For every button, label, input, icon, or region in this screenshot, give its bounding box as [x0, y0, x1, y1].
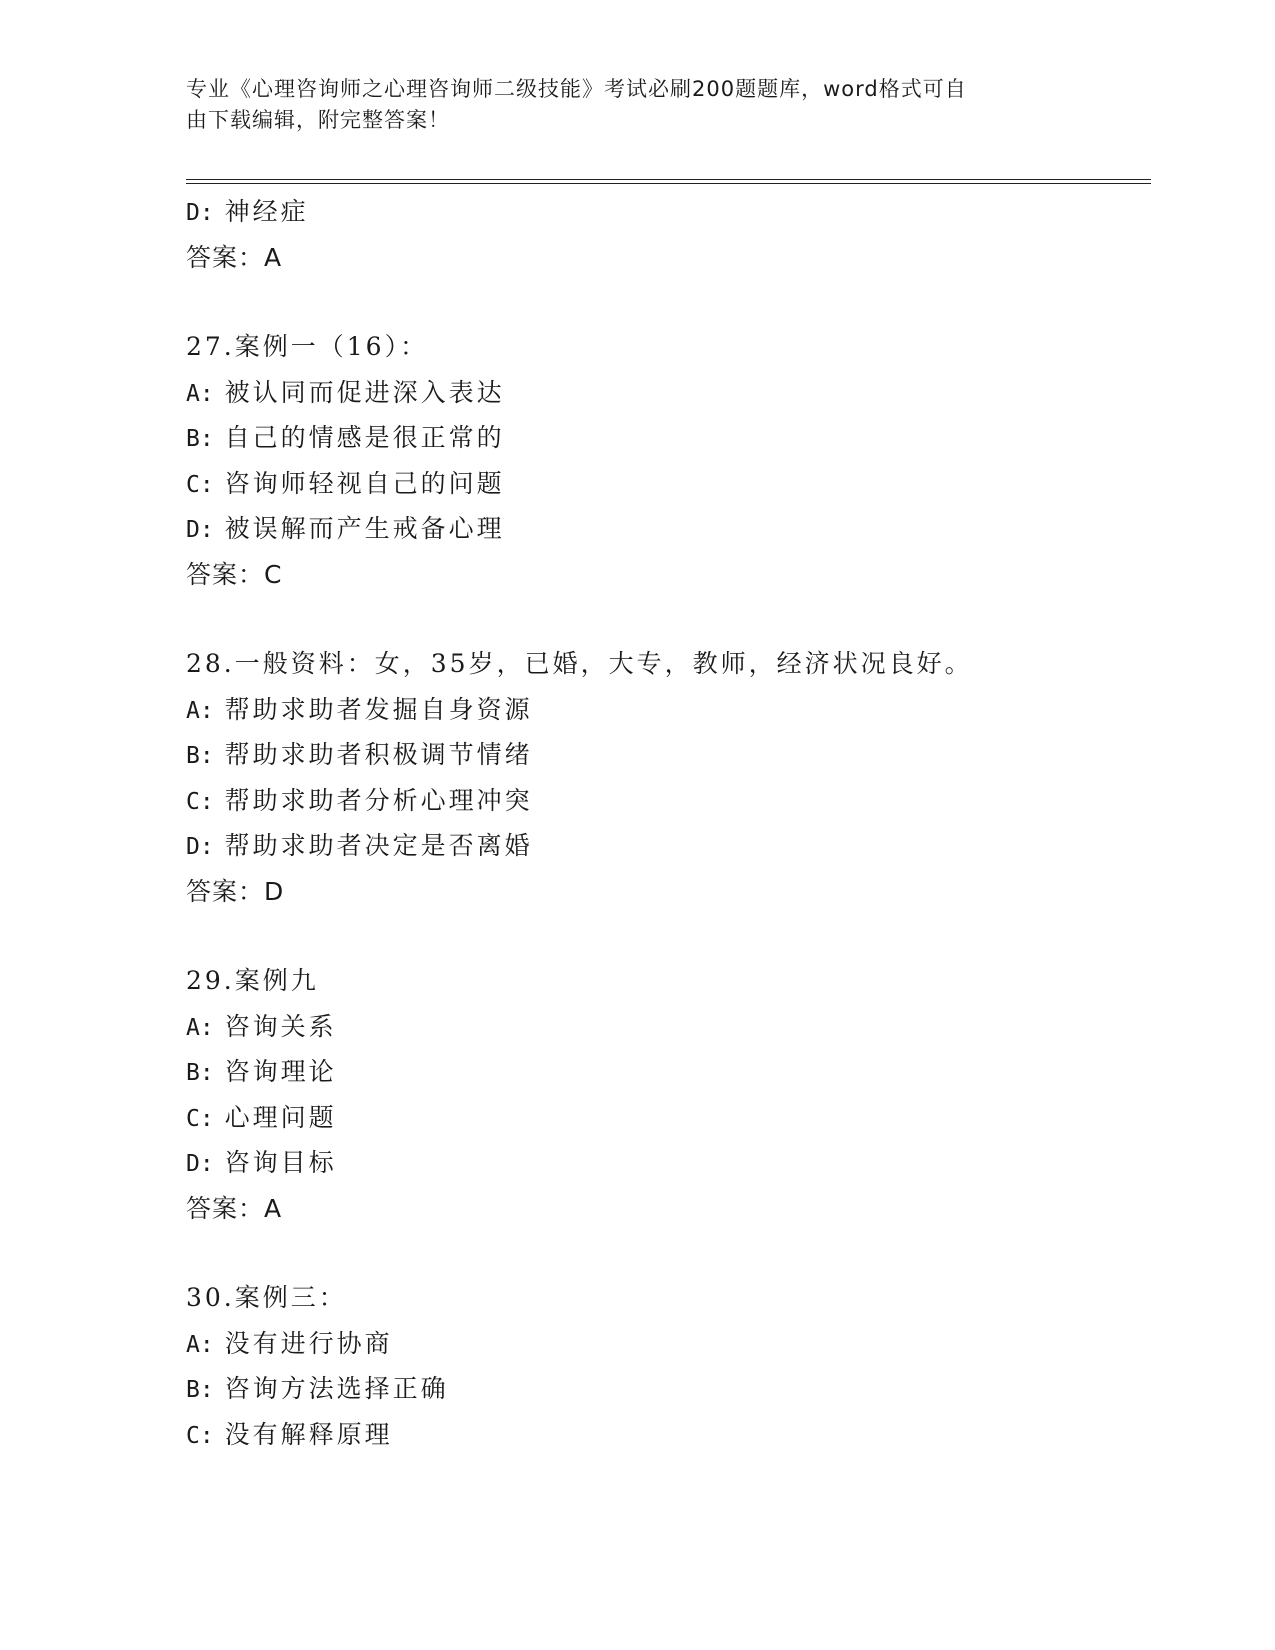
- option-text: 没有解释原理: [224, 1419, 393, 1449]
- header-line-1: 专业《心理咨询师之心理咨询师二级技能》考试必刷200题题库，word格式可自: [186, 77, 967, 101]
- question-stem-27: 27.案例一（16）：: [186, 332, 429, 361]
- option-key: C:: [186, 788, 214, 815]
- q29-answer: 答案：A: [186, 1193, 283, 1223]
- option-key: A:: [186, 1331, 214, 1358]
- option-key: B:: [186, 1060, 214, 1086]
- option-text: 帮助求助者发掘自身资源: [224, 694, 533, 724]
- q28-option-a: [186, 687, 1146, 733]
- option-key: B:: [186, 426, 214, 452]
- q27-answer: 答案：C: [186, 559, 283, 589]
- option-text: 帮助求助者积极调节情绪: [224, 740, 533, 769]
- q27-option-d: [186, 506, 1146, 552]
- question-stem-30: 30.案例三：: [186, 1283, 347, 1312]
- q29-option-d: [186, 1140, 1146, 1186]
- option-text: 咨询关系: [224, 1011, 337, 1041]
- question-stem-28: 28.一般资料：女，35岁，已婚，大专，教师，经济状况良好。: [186, 649, 973, 678]
- option-key: C:: [186, 471, 214, 498]
- option-key: B:: [186, 743, 214, 769]
- option-text: 神经症: [224, 197, 309, 226]
- q27-option-a: [186, 370, 1146, 416]
- option-text: 咨询理论: [224, 1057, 337, 1086]
- q28-option-b: [186, 732, 1146, 778]
- option-text: 帮助求助者分析心理冲突: [224, 785, 533, 815]
- q30-option-a: [186, 1321, 1146, 1367]
- q29-option-b: [186, 1049, 1146, 1095]
- option-key: D:: [186, 834, 214, 860]
- q30-option-c: [186, 1412, 1146, 1458]
- option-text: 咨询目标: [224, 1148, 337, 1177]
- q28-answer: 答案：D: [186, 876, 285, 906]
- option-key: B:: [186, 1377, 214, 1403]
- option-text: 自己的情感是很正常的: [224, 423, 505, 452]
- option-key: D:: [186, 1151, 214, 1177]
- question-stem-29: 29.案例九: [186, 966, 319, 995]
- prev-answer: 答案：A: [186, 242, 283, 272]
- header-line-2: 由下载编辑，附完整答案！: [186, 108, 450, 132]
- q29-option-a: [186, 1004, 1146, 1050]
- option-key: A:: [186, 697, 214, 724]
- option-text: 没有进行协商: [224, 1328, 393, 1358]
- q27-option-b: [186, 415, 1146, 461]
- q28-option-d: [186, 823, 1146, 869]
- prev-option-d: [186, 189, 1146, 235]
- option-text: 被认同而促进深入表达: [224, 377, 505, 407]
- option-text: 被误解而产生戒备心理: [224, 514, 505, 543]
- option-text: 帮助求助者决定是否离婚: [224, 831, 533, 860]
- question-list: [186, 189, 1146, 1457]
- q28-option-c: [186, 778, 1146, 824]
- option-key: A:: [186, 380, 214, 407]
- option-text: 咨询师轻视自己的问题: [224, 468, 505, 498]
- option-text: 咨询方法选择正确: [224, 1374, 449, 1403]
- option-key: D:: [186, 200, 214, 226]
- q27-option-c: [186, 461, 1146, 507]
- document-header: [186, 74, 1066, 136]
- option-key: A:: [186, 1014, 214, 1041]
- q29-option-c: [186, 1095, 1146, 1141]
- option-key: D:: [186, 517, 214, 543]
- option-key: C:: [186, 1105, 214, 1132]
- q30-option-b: [186, 1366, 1146, 1412]
- header-divider-top: [186, 179, 1151, 180]
- header-divider-bottom: [186, 183, 1151, 184]
- option-text: 心理问题: [224, 1102, 337, 1132]
- option-key: C:: [186, 1422, 214, 1449]
